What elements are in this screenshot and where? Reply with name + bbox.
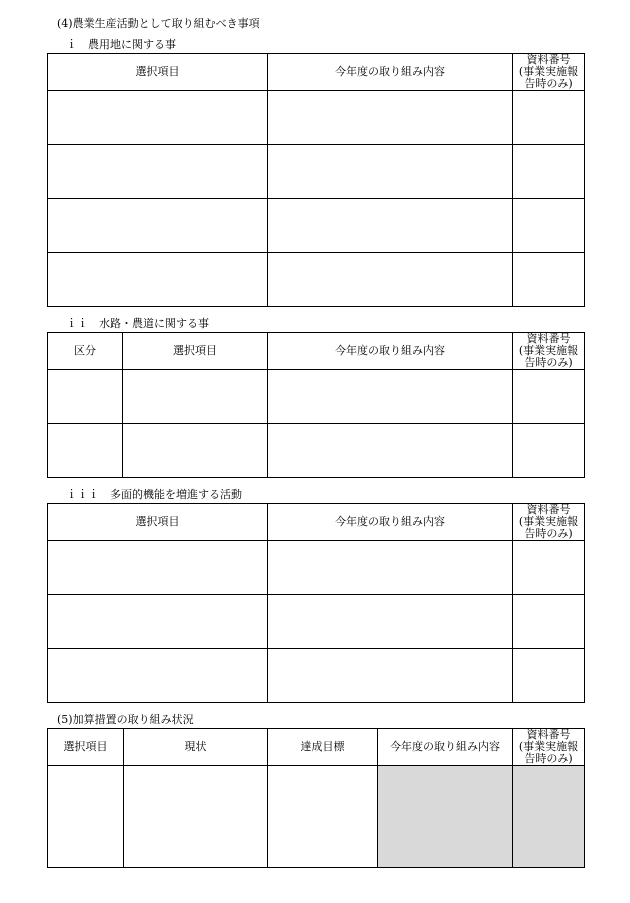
selection-item-cell[interactable] — [48, 199, 268, 253]
header-reference-number: 資料番号 (事業実施報 告時のみ) — [513, 729, 585, 766]
reference-cell[interactable] — [513, 253, 585, 307]
content-cell[interactable] — [268, 199, 513, 253]
selection-item-cell[interactable] — [123, 370, 268, 424]
content-cell[interactable] — [268, 649, 513, 703]
header-this-year-content: 今年度の取り組み内容 — [378, 729, 513, 766]
selection-item-cell[interactable] — [48, 649, 268, 703]
current-status-cell[interactable] — [124, 766, 268, 868]
table-waterway-road — [47, 332, 585, 478]
content-cell[interactable] — [268, 91, 513, 145]
section-4ii-subtitle: ｉｉ 水路・農道に関する事 — [66, 317, 209, 330]
reference-cell[interactable] — [513, 541, 585, 595]
section-5-title: (5)加算措置の取り組み状況 — [57, 713, 194, 726]
content-cell[interactable] — [268, 595, 513, 649]
reference-cell[interactable] — [513, 370, 585, 424]
table-row — [48, 199, 585, 253]
content-cell[interactable] — [268, 541, 513, 595]
header-target: 達成目標 — [268, 729, 378, 766]
section-4i-subtitle: ｉ 農用地に関する事 — [66, 38, 176, 51]
table-header-row — [48, 333, 585, 370]
table-header-row — [48, 54, 585, 91]
header-selection-item: 選択項目 — [48, 54, 268, 91]
header-current-status: 現状 — [124, 729, 268, 766]
content-cell[interactable] — [268, 145, 513, 199]
table-row — [48, 91, 585, 145]
table-row — [48, 424, 585, 478]
table-row — [48, 145, 585, 199]
table-row — [48, 253, 585, 307]
table-farmland — [47, 53, 585, 307]
table-row — [48, 595, 585, 649]
header-this-year-content: 今年度の取り組み内容 — [268, 54, 513, 91]
section-4iii-subtitle: ｉｉｉ 多面的機能を増進する活動 — [66, 488, 242, 501]
content-cell-shaded — [378, 766, 513, 868]
header-this-year-content: 今年度の取り組み内容 — [268, 504, 513, 541]
header-selection-item: 選択項目 — [48, 729, 124, 766]
header-selection-item: 選択項目 — [48, 504, 268, 541]
reference-cell[interactable] — [513, 199, 585, 253]
selection-item-cell[interactable] — [48, 595, 268, 649]
reference-cell[interactable] — [513, 595, 585, 649]
selection-item-cell[interactable] — [48, 253, 268, 307]
table-additional-measures — [47, 728, 585, 868]
content-cell[interactable] — [268, 370, 513, 424]
table-multifunction — [47, 503, 585, 703]
selection-item-cell[interactable] — [48, 91, 268, 145]
header-reference-number: 資料番号 (事業実施報 告時のみ) — [513, 504, 585, 541]
header-selection-item: 選択項目 — [123, 333, 268, 370]
reference-cell[interactable] — [513, 91, 585, 145]
category-cell[interactable] — [48, 424, 123, 478]
table-row — [48, 649, 585, 703]
table-header-row — [48, 729, 585, 766]
content-cell[interactable] — [268, 253, 513, 307]
target-cell[interactable] — [268, 766, 378, 868]
selection-item-cell[interactable] — [123, 424, 268, 478]
reference-cell[interactable] — [513, 145, 585, 199]
reference-cell[interactable] — [513, 649, 585, 703]
header-reference-number: 資料番号 (事業実施報 告時のみ) — [513, 54, 585, 91]
table-row — [48, 541, 585, 595]
header-this-year-content: 今年度の取り組み内容 — [268, 333, 513, 370]
selection-item-cell[interactable] — [48, 541, 268, 595]
header-category: 区分 — [48, 333, 123, 370]
header-reference-number: 資料番号 (事業実施報 告時のみ) — [513, 333, 585, 370]
reference-cell[interactable] — [513, 424, 585, 478]
table-header-row — [48, 504, 585, 541]
content-cell[interactable] — [268, 424, 513, 478]
table-row — [48, 766, 585, 868]
selection-item-cell[interactable] — [48, 145, 268, 199]
category-cell[interactable] — [48, 370, 123, 424]
section-4-title: (4)農業生産活動として取り組むべき事項 — [57, 17, 260, 30]
selection-item-cell[interactable] — [48, 766, 124, 868]
table-row — [48, 370, 585, 424]
reference-cell-shaded — [513, 766, 585, 868]
